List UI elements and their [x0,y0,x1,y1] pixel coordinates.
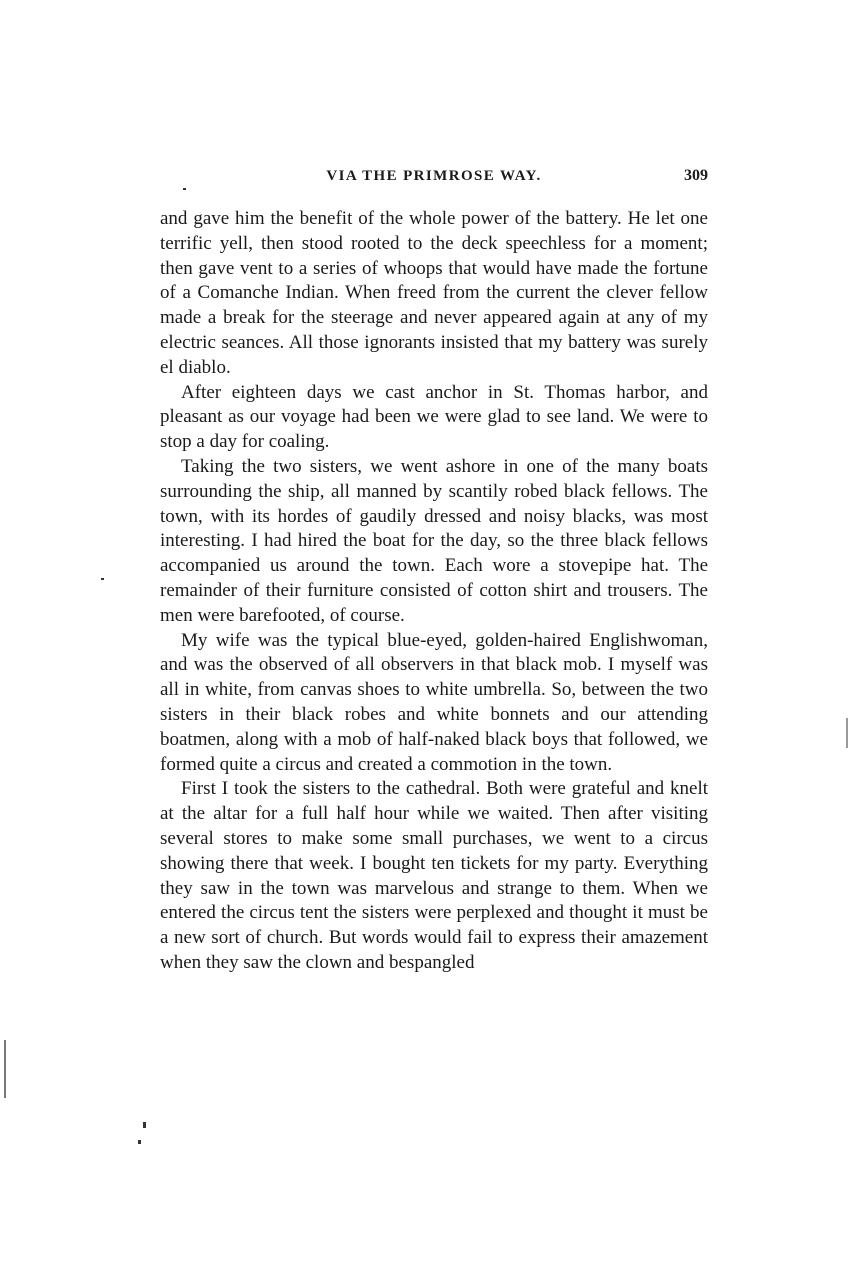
paragraph-3: Taking the two sisters, we went ashore in one of the many boats surrounding the ship, all manned by scantily robed black fellows. The town, with its hordes of gaudily dressed and noisy blacks, was most interesting. I had hired the boat for the day, so the three black fellows accompanied us around the town. Each wore a stovepipe hat. The remainder of their furniture consisted of cotton shirt and trousers. The men were barefooted, of course. [160,455,708,626]
page-header [160,168,708,192]
scan-speck [138,1140,141,1144]
paragraph-2: After eighteen days we cast anchor in St. Thomas harbor, and pleasant as our voyage had been we were glad to see land. We were to stop a day for coaling. [160,381,708,453]
scan-speck [846,718,848,748]
paragraph-4: My wife was the typical blue-eyed, golden-haired Englishwoman, and was the observed of all observers in that black mob. I myself was all in white, from canvas shoes to white umbrella. So, between the two sisters in their black robes and white bonnets and our attending boatmen, along with a mob of half-naked black boys that followed, we formed quite a circus and created a commotion in the town. [160,629,708,775]
scan-speck [183,188,186,190]
running-title: VIA THE PRIMROSE WAY. [326,168,542,184]
scan-speck [143,1122,146,1128]
scan-speck [4,1040,6,1098]
scan-speck [101,578,104,580]
paragraph-1: and gave him the benefit of the whole power of the battery. He let one terrific yell, then stood rooted to the deck speechless for a moment; then gave vent to a series of whoops that would have made the fortune of a Comanche Indian. When freed from the current the clever fellow made a break for the steerage and never appeared again at any of my electric seances. All those ignorants insisted that my battery was surely el diablo. [160,208,708,378]
paragraph-5: First I took the sisters to the cathedral. Both were grateful and knelt at the altar for a full half hour while we waited. Then after visiting several stores to make some small purchases, we went to a circus showing there that week. I bought ten tickets for my party. Everything they saw in the town was marvelous and strange to them. When we entered the circus tent the sisters were perplexed and thought it must be a new sort of church. But words would fail to express their amazement when they saw the clown and bespangled [160,778,708,973]
page-body [160,207,708,976]
page-number: 309 [684,167,708,184]
